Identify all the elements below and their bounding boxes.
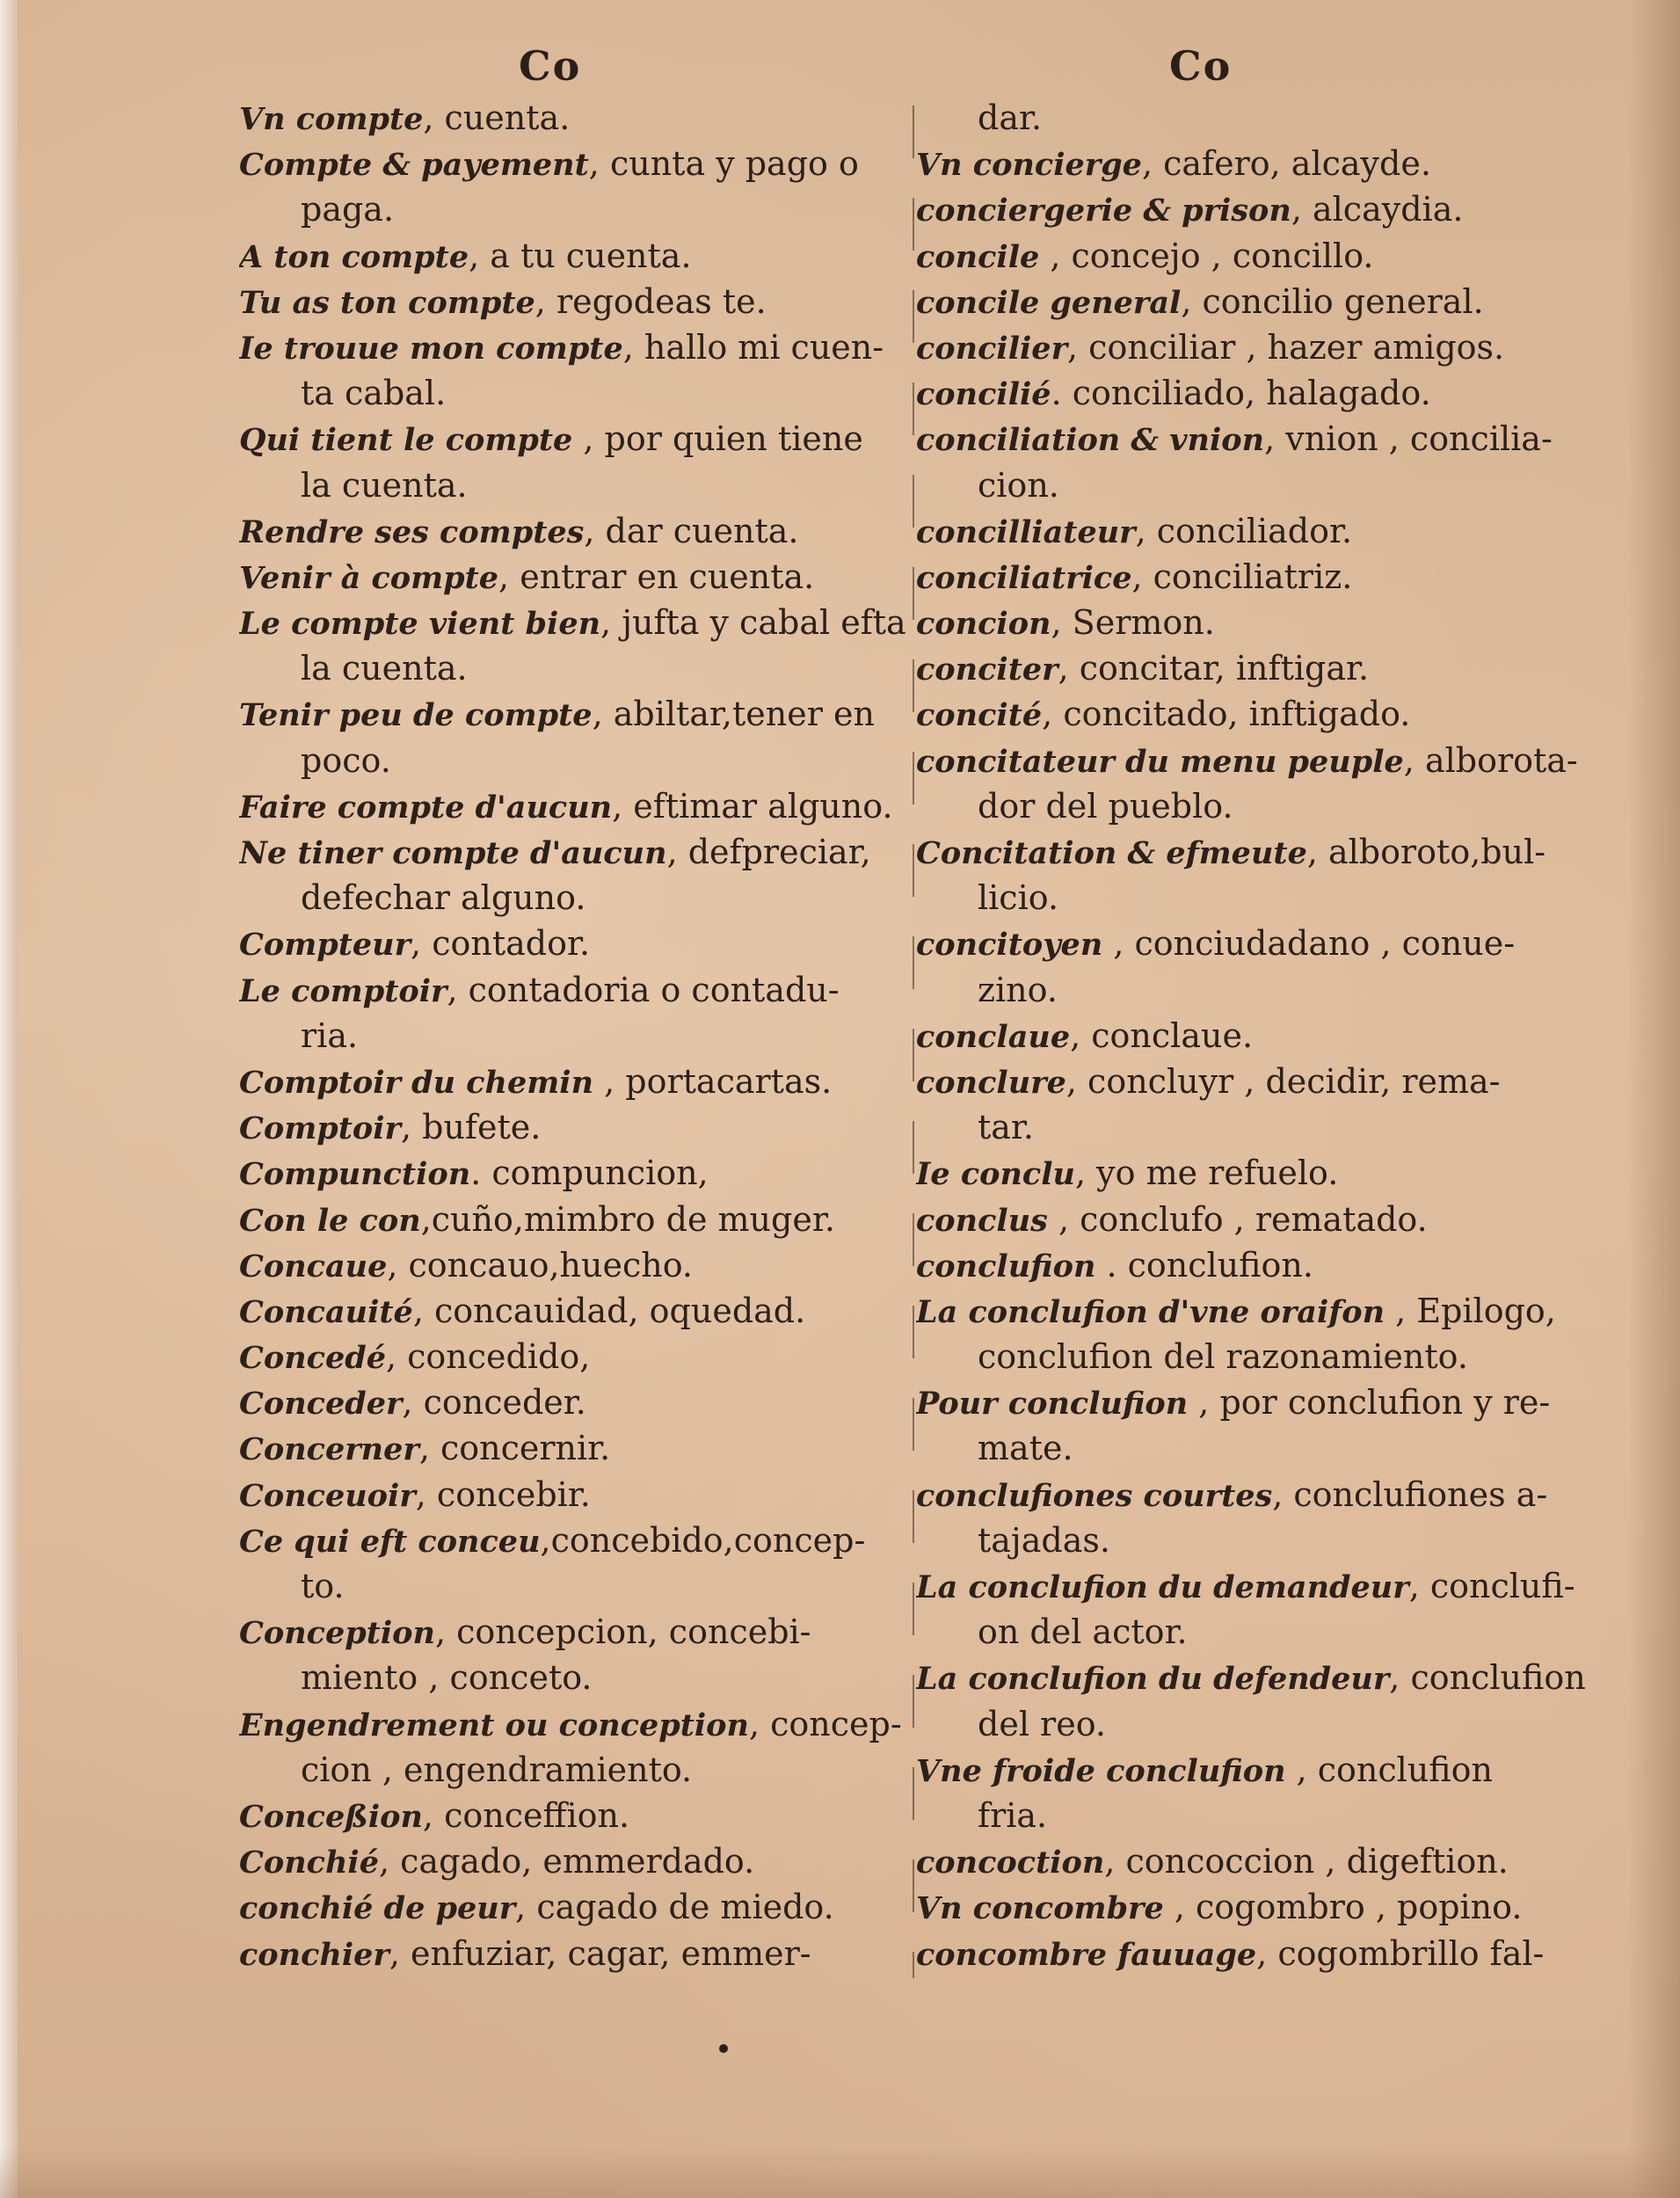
spanish-translation: , abiltar,tener en — [592, 695, 875, 734]
dictionary-line — [916, 233, 1619, 279]
dictionary-line — [916, 1472, 1619, 1517]
dictionary-line — [916, 1563, 1619, 1609]
spanish-translation: , conclufiones a- — [1272, 1474, 1548, 1514]
ink-dot — [719, 2044, 728, 2053]
page-edge-left — [0, 0, 18, 2198]
french-term: Le comptoir — [239, 972, 447, 1009]
french-term: concile — [916, 238, 1040, 275]
dictionary-line — [239, 416, 995, 462]
spanish-translation: , a tu cuenta. — [469, 236, 692, 275]
french-term: Conceder — [239, 1386, 403, 1423]
dictionary-line — [239, 875, 995, 921]
spanish-translation: , concernir. — [418, 1429, 611, 1468]
dictionary-line — [916, 416, 1619, 462]
spanish-translation: , conciliatriz. — [1131, 557, 1353, 596]
french-term: Conceuoir — [239, 1477, 416, 1514]
spanish-translation: , Epilogo, — [1385, 1291, 1556, 1330]
spanish-translation: , concejo , concillo. — [1039, 236, 1374, 275]
spanish-translation: , por quien tiene — [572, 419, 863, 459]
dictionary-line — [239, 1013, 995, 1059]
french-term: La conclufion du demandeur — [916, 1569, 1409, 1605]
spanish-translation: zino. — [978, 970, 1058, 1009]
spanish-translation: , concitado, inftigado. — [1042, 695, 1411, 734]
dictionary-line — [239, 1288, 995, 1334]
spanish-translation: , conciliador. — [1135, 511, 1353, 550]
french-term: Comptoir du chemin — [239, 1064, 594, 1101]
dictionary-line — [916, 1747, 1619, 1793]
dictionary-line — [916, 186, 1619, 232]
dictionary-line — [916, 1013, 1619, 1059]
spanish-translation: , conceder. — [402, 1383, 586, 1423]
spanish-translation: dar. — [978, 98, 1043, 137]
spanish-translation: del reo. — [978, 1704, 1106, 1743]
french-term: Vne froide conclufion — [916, 1752, 1286, 1789]
dictionary-line — [239, 1059, 995, 1104]
french-term: concilliateur — [916, 513, 1136, 550]
spanish-translation: , concoccion , digeftion. — [1104, 1842, 1509, 1881]
dictionary-line — [239, 1747, 995, 1793]
dictionary-line — [239, 738, 995, 783]
french-term: Ce qui eft conceu — [239, 1523, 541, 1560]
dictionary-line — [239, 324, 995, 370]
dictionary-line — [239, 1838, 995, 1884]
dictionary-line — [916, 1425, 1619, 1471]
dictionary-line — [916, 600, 1619, 645]
running-head-right: Co — [1169, 42, 1233, 90]
dictionary-line — [239, 1655, 995, 1700]
dictionary-line — [916, 462, 1619, 508]
spanish-translation: . conciliado, halagado. — [1051, 374, 1431, 413]
spanish-translation: la cuenta. — [301, 465, 468, 505]
french-term: Ie trouue mon compte — [239, 330, 623, 367]
dictionary-line — [239, 1609, 995, 1655]
french-term: Tu as ton compte — [239, 284, 535, 321]
spanish-translation: , cafero, alcayde. — [1141, 144, 1431, 184]
spanish-translation: , enfuziar, cagar, emmer- — [389, 1933, 811, 1973]
dictionary-line — [916, 324, 1619, 370]
french-term: Concitation & efmeute — [916, 835, 1307, 871]
dictionary-line — [239, 1931, 995, 1976]
french-term: Compunction — [239, 1156, 471, 1193]
french-term: Compte & payement — [239, 147, 589, 184]
french-term: conclufiones courtes — [916, 1477, 1273, 1514]
french-term: conchier — [239, 1936, 389, 1973]
dictionary-line — [239, 967, 995, 1013]
spanish-translation: tar. — [978, 1108, 1034, 1147]
spanish-translation: , cagado, emmerdado. — [378, 1842, 755, 1881]
spanish-translation: . compuncion, — [470, 1154, 709, 1193]
french-term: concile general — [916, 284, 1182, 321]
spanish-translation: to. — [301, 1567, 345, 1605]
spanish-translation: , bufete. — [400, 1108, 542, 1147]
dictionary-line — [916, 691, 1619, 737]
french-term: Vn compte — [239, 101, 424, 137]
french-term: Con le con — [239, 1202, 421, 1239]
french-term: concilié — [916, 376, 1051, 413]
spanish-translation: cion , engendramiento. — [301, 1750, 693, 1789]
dictionary-line — [916, 1242, 1619, 1288]
spanish-translation: , cuenta. — [423, 98, 571, 137]
dictionary-line — [239, 141, 995, 186]
spanish-translation: , conclufion — [1389, 1658, 1586, 1698]
french-term: conchié de peur — [239, 1890, 516, 1927]
spanish-translation: licio. — [978, 878, 1059, 918]
dictionary-line — [239, 645, 995, 691]
french-term: conciliation & vnion — [916, 422, 1265, 459]
running-head-left: Co — [519, 42, 582, 90]
spanish-translation: , concepcion, concebi- — [434, 1612, 811, 1652]
spanish-translation: , alcaydia. — [1291, 190, 1464, 229]
spanish-translation: miento , conceto. — [301, 1658, 593, 1698]
dictionary-line — [916, 1104, 1619, 1150]
french-term: Venir à compte — [239, 559, 499, 596]
spanish-translation: , concitar, inftigar. — [1058, 649, 1370, 688]
spanish-translation: , concep- — [748, 1704, 902, 1743]
dictionary-line — [916, 967, 1619, 1013]
french-term: Vn concierge — [916, 147, 1142, 184]
dictionary-line — [916, 279, 1619, 324]
dictionary-line — [916, 370, 1619, 416]
spanish-translation: ria. — [301, 1015, 359, 1055]
spanish-translation: , Sermon. — [1051, 603, 1215, 643]
french-term: Vn concombre — [916, 1890, 1164, 1927]
dictionary-line — [239, 921, 995, 966]
spanish-translation: , portacartas. — [593, 1061, 833, 1101]
spanish-translation: , vnion , concilia- — [1264, 419, 1553, 459]
french-term: Compteur — [239, 927, 411, 964]
french-term: concoction — [916, 1845, 1105, 1881]
spanish-translation: , conclufi- — [1408, 1567, 1575, 1605]
dictionary-line — [916, 829, 1619, 875]
dictionary-line — [239, 1150, 995, 1196]
french-term: La conclufion du defendeur — [916, 1661, 1390, 1698]
french-term: Le compte vient bien — [239, 606, 601, 643]
dictionary-line — [239, 1517, 995, 1563]
spanish-translation: ,concebido,concep- — [540, 1520, 866, 1560]
dictionary-line — [916, 1701, 1619, 1747]
french-term: Conception — [239, 1615, 435, 1652]
french-term: conclaue — [916, 1018, 1071, 1055]
spanish-translation: , yo me refuelo. — [1074, 1154, 1339, 1193]
spanish-translation: , concebir. — [415, 1474, 591, 1514]
dictionary-line — [239, 279, 995, 324]
left-column — [239, 95, 995, 1976]
spanish-translation: fria. — [978, 1795, 1048, 1835]
spanish-translation: , entrar en cuenta. — [498, 557, 815, 596]
french-term: Conchié — [239, 1845, 379, 1881]
dictionary-line — [239, 1379, 995, 1425]
spanish-translation: , cogombro , popino. — [1163, 1888, 1523, 1927]
dictionary-line — [916, 875, 1619, 921]
spanish-translation: , jufta y cabal efta — [600, 603, 906, 643]
spanish-translation: , concluyr , decidir, rema- — [1065, 1061, 1501, 1101]
dictionary-line — [239, 1563, 995, 1609]
spanish-translation: , conciudadano , conue- — [1102, 924, 1516, 964]
dictionary-line — [239, 508, 995, 554]
dictionary-line — [916, 921, 1619, 966]
french-term: conciter — [916, 651, 1058, 688]
french-term: A ton compte — [239, 238, 469, 275]
french-term: Pour conclufion — [916, 1386, 1189, 1423]
french-term: La conclufion d'vne oraifon — [916, 1293, 1385, 1330]
french-term: conciergerie & prison — [916, 193, 1291, 229]
spanish-translation: , regodeas te. — [535, 281, 767, 321]
french-term: conclus — [916, 1202, 1048, 1239]
dictionary-line — [916, 1609, 1619, 1655]
column-divider — [913, 106, 914, 1978]
dictionary-line — [239, 1793, 995, 1838]
dictionary-line — [916, 1517, 1619, 1563]
french-term: Engendrement ou conception — [239, 1707, 749, 1743]
spanish-translation: , conceffion. — [422, 1795, 630, 1835]
spanish-translation: , conciliar , hazer amigos. — [1067, 327, 1505, 367]
spanish-translation: ta cabal. — [301, 374, 447, 413]
dictionary-line — [916, 1197, 1619, 1242]
spanish-translation: , alboroto,bul- — [1306, 833, 1546, 871]
dictionary-line — [239, 691, 995, 737]
spanish-translation: , eftimar alguno. — [612, 786, 893, 826]
dictionary-line — [239, 1334, 995, 1379]
dictionary-line — [916, 738, 1619, 783]
dictionary-line — [916, 508, 1619, 554]
french-term: concitoyen — [916, 927, 1103, 964]
spanish-translation: , dar cuenta. — [584, 511, 799, 550]
dictionary-line — [916, 1334, 1619, 1379]
spanish-translation: , alborota- — [1403, 740, 1578, 780]
spanish-translation: , defpreciar, — [666, 833, 871, 871]
french-term: concion — [916, 606, 1051, 643]
dictionary-line — [239, 1701, 995, 1747]
dictionary-line — [916, 645, 1619, 691]
french-term: concilier — [916, 330, 1068, 367]
dictionary-line — [239, 829, 995, 875]
dictionary-line — [239, 186, 995, 232]
french-term: conclufion — [916, 1248, 1096, 1285]
french-term: Conceßion — [239, 1798, 423, 1835]
spanish-translation: , cagado de miedo. — [515, 1888, 834, 1927]
spanish-translation: , conclufo , rematado. — [1047, 1199, 1428, 1239]
spanish-translation: defechar alguno. — [301, 878, 586, 918]
spanish-translation: . conclufion. — [1095, 1245, 1313, 1285]
french-term: concité — [916, 697, 1043, 734]
dictionary-line — [239, 1884, 995, 1930]
spanish-translation: , cunta y pago o — [588, 144, 859, 184]
french-term: Ie conclu — [916, 1156, 1075, 1193]
dictionary-line — [916, 783, 1619, 829]
spanish-translation: , cogombrillo fal- — [1256, 1933, 1545, 1973]
spanish-translation: on del actor. — [978, 1612, 1188, 1652]
dictionary-line — [916, 141, 1619, 186]
dictionary-line — [916, 95, 1619, 141]
dictionary-line — [916, 1288, 1619, 1334]
french-term: Concedé — [239, 1340, 386, 1377]
french-term: Comptoir — [239, 1110, 401, 1147]
french-term: Concauité — [239, 1293, 413, 1330]
spanish-translation: , concauo,huecho. — [387, 1245, 693, 1285]
dictionary-line — [239, 1242, 995, 1288]
spanish-translation: mate. — [978, 1429, 1073, 1468]
dictionary-line — [239, 1425, 995, 1471]
dictionary-line — [239, 1104, 995, 1150]
dictionary-line — [239, 554, 995, 600]
right-column — [916, 95, 1619, 1976]
spanish-translation: poco. — [301, 740, 391, 780]
dictionary-line — [239, 370, 995, 416]
spanish-translation: , hallo mi cuen- — [622, 327, 884, 367]
french-term: Concaue — [239, 1248, 388, 1285]
spanish-translation: , conclufion — [1285, 1750, 1493, 1789]
dictionary-line — [239, 462, 995, 508]
page-edge-right — [1627, 0, 1680, 2198]
french-term: Concerner — [239, 1431, 419, 1468]
dictionary-line — [916, 1655, 1619, 1700]
dictionary-line — [239, 95, 995, 141]
spanish-translation: , concedido, — [385, 1337, 591, 1377]
spanish-translation: , por conclufion y re- — [1188, 1383, 1551, 1423]
dictionary-line — [916, 554, 1619, 600]
french-term: Rendre ses comptes — [239, 513, 585, 550]
page-edge-bottom — [0, 2145, 1680, 2198]
dictionary-line — [239, 600, 995, 645]
spanish-translation: la cuenta. — [301, 649, 468, 688]
spanish-translation: , concilio general. — [1181, 281, 1484, 321]
french-term: Tenir peu de compte — [239, 697, 593, 734]
dictionary-line — [916, 1884, 1619, 1930]
dictionary-line — [239, 783, 995, 829]
dictionary-line — [239, 1472, 995, 1517]
dictionary-line — [916, 1059, 1619, 1104]
french-term: Ne tiner compte d'aucun — [239, 835, 667, 871]
french-term: concitateur du menu peuple — [916, 743, 1404, 780]
french-term: conclure — [916, 1064, 1066, 1101]
dictionary-line — [916, 1379, 1619, 1425]
dictionary-line — [916, 1838, 1619, 1884]
dictionary-line — [239, 233, 995, 279]
spanish-translation: ,cuño,mimbro de muger. — [420, 1199, 835, 1239]
dictionary-line — [239, 1197, 995, 1242]
dictionary-line — [916, 1793, 1619, 1838]
spanish-translation: dor del pueblo. — [978, 786, 1233, 826]
spanish-translation: cion. — [978, 465, 1059, 505]
french-term: Qui tient le compte — [239, 422, 573, 459]
dictionary-line — [916, 1150, 1619, 1196]
french-term: Faire compte d'aucun — [239, 789, 613, 826]
spanish-translation: tajadas. — [978, 1520, 1110, 1560]
french-term: conciliatrice — [916, 559, 1132, 596]
french-term: concombre fauuage — [916, 1936, 1257, 1973]
spanish-translation: , concauidad, oquedad. — [412, 1291, 806, 1330]
spanish-translation: paga. — [301, 190, 395, 229]
spanish-translation: , contadoria o contadu- — [447, 970, 840, 1009]
spanish-translation: conclufion del razonamiento. — [978, 1337, 1468, 1377]
spanish-translation: , contador. — [411, 924, 591, 964]
dictionary-line — [916, 1931, 1619, 1976]
spanish-translation: , conclaue. — [1070, 1015, 1254, 1055]
